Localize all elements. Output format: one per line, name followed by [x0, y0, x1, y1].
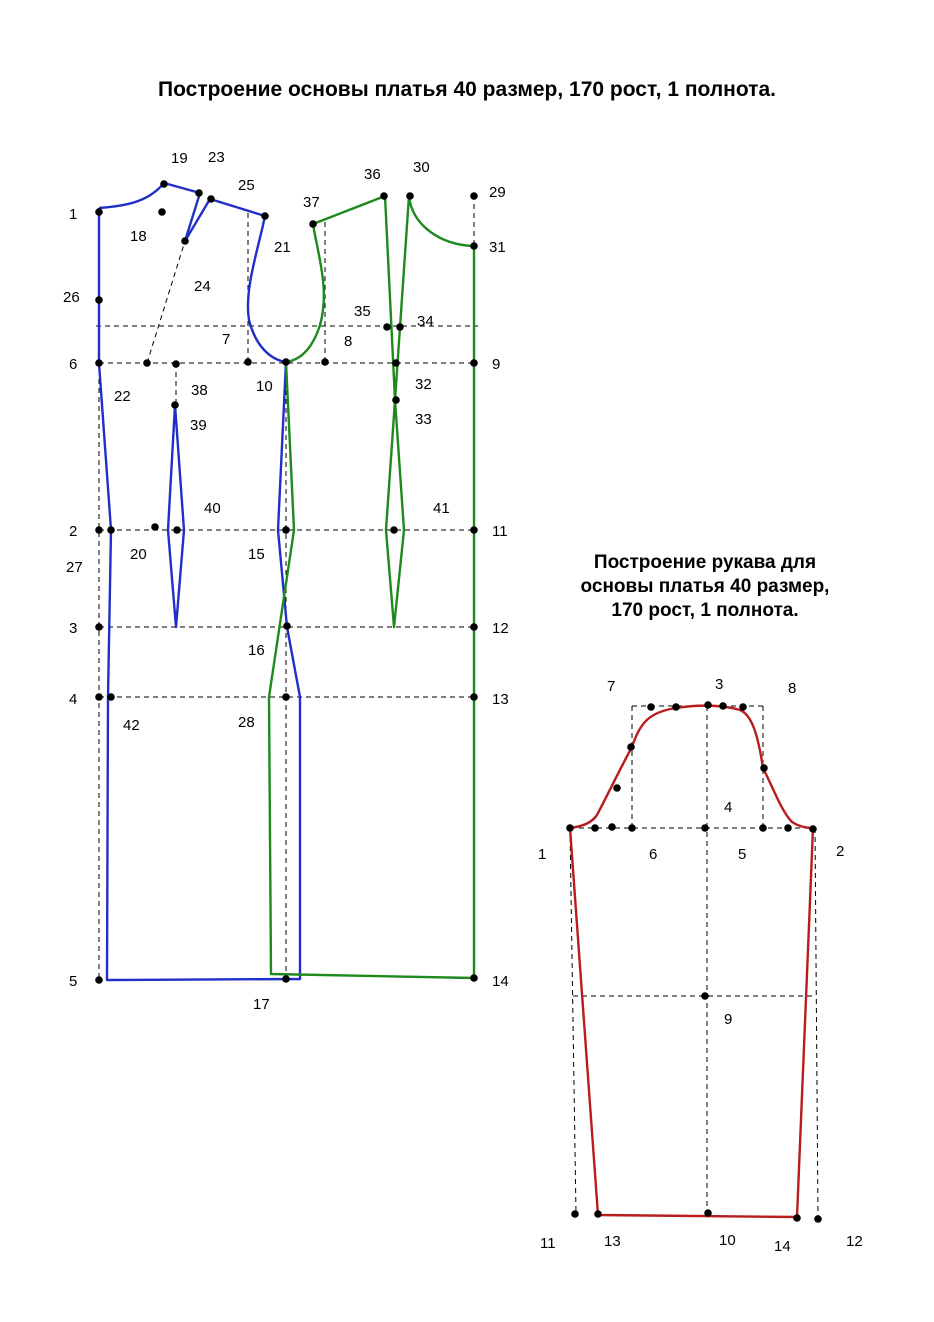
sleeve-points [566, 701, 822, 1223]
dress-label: 16 [248, 642, 265, 659]
dress-label: 33 [415, 411, 432, 428]
dress-label: 41 [433, 500, 450, 517]
dress-label: 18 [130, 228, 147, 245]
sleeve-title-line: Построение рукава для [593, 552, 817, 573]
sleeve-label: 12 [846, 1233, 863, 1250]
dress-label: 42 [123, 717, 140, 734]
dress-label: 1 [69, 206, 78, 223]
dress-label: 14 [492, 973, 509, 990]
dress-label: 22 [114, 388, 131, 405]
dress-label: 34 [417, 313, 434, 330]
sleeve-label: 4 [724, 799, 733, 816]
sleeve-title-line: 170 рост, 1 полнота. [611, 600, 799, 621]
sleeve-outline [570, 706, 813, 1217]
sleeve-label: 5 [738, 846, 747, 863]
dress-label: 38 [191, 382, 208, 399]
sleeve-label: 2 [836, 843, 845, 860]
sleeve-label: 6 [649, 846, 658, 863]
dress-label: 29 [489, 184, 506, 201]
dress-diagram-title: Построение основы платья 40 размер, 170 рост, 1 полнота. [158, 78, 776, 101]
dress-label: 35 [354, 303, 371, 320]
sleeve-label: 11 [540, 1235, 556, 1252]
dress-label: 27 [66, 559, 83, 576]
dress-label: 10 [256, 378, 273, 395]
dress-label: 8 [344, 333, 353, 350]
dress-label: 39 [190, 417, 207, 434]
dress-label: 40 [204, 500, 221, 517]
dress-label: 7 [222, 331, 231, 348]
dress-label: 19 [171, 150, 188, 167]
dress-label: 11 [492, 523, 508, 540]
sleeve-label: 9 [724, 1011, 733, 1028]
dress-label: 6 [69, 356, 78, 373]
dress-label: 3 [69, 620, 78, 637]
sleeve-guide-lines [570, 706, 818, 1218]
dress-label: 5 [69, 973, 78, 990]
dress-label: 36 [364, 166, 381, 183]
dress-label: 25 [238, 177, 255, 194]
dress-label: 37 [303, 194, 320, 211]
dress-label: 31 [489, 239, 506, 256]
dress-label: 28 [238, 714, 255, 731]
sleeve-label: 3 [715, 676, 724, 693]
dress-label: 23 [208, 149, 225, 166]
dress-label: 26 [63, 289, 80, 306]
dress-label: 21 [274, 239, 291, 256]
dress-label: 20 [130, 546, 147, 563]
dress-label: 4 [69, 691, 78, 708]
dress-label: 2 [69, 523, 78, 540]
sleeve-label: 14 [774, 1238, 791, 1255]
dress-label: 30 [413, 159, 430, 176]
sleeve-point-labels [538, 676, 863, 1255]
dress-label: 9 [492, 356, 501, 373]
dress-label: 32 [415, 376, 432, 393]
sleeve-title-line: основы платья 40 размер, [580, 576, 830, 597]
sleeve-label: 1 [538, 846, 547, 863]
sleeve-label: 10 [719, 1232, 736, 1249]
dress-label: 15 [248, 546, 265, 563]
dress-label: 17 [253, 996, 270, 1013]
sleeve-label: 13 [604, 1233, 621, 1250]
dress-label: 24 [194, 278, 211, 295]
dress-label: 13 [492, 691, 509, 708]
sleeve-label: 8 [788, 680, 797, 697]
dress-label: 12 [492, 620, 509, 637]
sleeve-label: 7 [607, 678, 616, 695]
